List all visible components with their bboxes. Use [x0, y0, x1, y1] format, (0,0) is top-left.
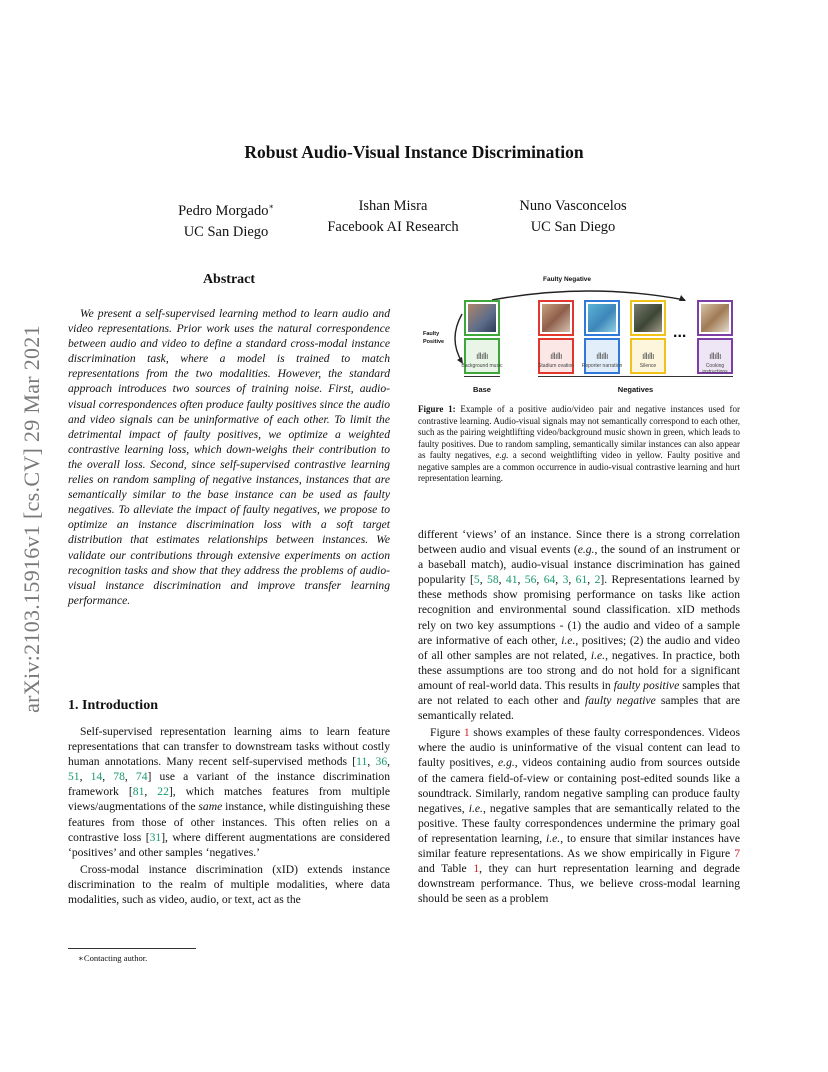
author-name: Pedro Morgado — [178, 202, 269, 219]
right-paragraph-2: Figure 1 shows examples of these faulty correspondences. Videos where the audio is uninformative of the visual content can lead to faulty positives, e.g., videos containing audio from sources outside of the camera field-of-view or containing post-edited sounds like a soundtrack. Similarly, random negative sampling can produce faulty negatives, i.e., negative samples that are semantically related to the positive. These faulty correspondences undermine the primary goal of representation learning, i.e., to ensure that similar instances have similar feature representations. As we show empirically in Figure 7 and Table 1, they can hurt representation learning and degrade downstream performance. Thus, we believe cross-modal learning should be seen as a problem — [418, 726, 740, 906]
citation-link[interactable]: 3 — [562, 573, 569, 587]
citation-link[interactable]: 61 — [575, 573, 588, 587]
negatives-bracket — [538, 376, 733, 377]
section-heading: 1. Introduction — [68, 698, 158, 713]
footnote: ∗Contacting author. — [78, 953, 148, 963]
citation-link[interactable]: 36 — [375, 755, 388, 769]
citation-link[interactable]: 5 — [473, 573, 480, 587]
video-thumbnail-neg-2 — [584, 300, 620, 336]
abstract-body — [68, 306, 390, 608]
author-3 — [473, 196, 673, 238]
author-mark: ∗ — [268, 202, 274, 211]
citation-link[interactable]: 81 — [132, 785, 145, 799]
intro-paragraph-1: Self-supervised representation learning aims to learn feature representations that can transfer to downstream tasks without costly human annotations. Many recent self-supervised methods [11, 36, 51, 14, 78, 74] use a variant of the instance discrimination framework [81, 22], which matches features from multiple views/augmentations of the same instance, while distinguishing these features from those of other instances. This often relies on a contrastive loss [31], where different augmentations are considered ‘positives’ and other samples ‘negatives.’ — [68, 725, 391, 859]
audio-tile-base: ıllıllı — [464, 338, 500, 374]
audio-tile-neg-2: ıllıllı — [584, 338, 620, 374]
author-affiliation: UC San Diego — [183, 223, 269, 240]
audio-tile-neg-3: ıllıllı — [630, 338, 666, 374]
citation-link[interactable]: 74 — [135, 770, 148, 784]
citation-link[interactable]: 2 — [594, 573, 601, 587]
intro-paragraph-2: Cross-modal instance discrimination (xID) extends instance discrimination to the realm of multiple modalities, where data modalities, such as video, audio, or text, act as the — [68, 862, 390, 907]
faulty-negative-label: Faulty Negative — [543, 276, 592, 283]
abstract-text: We present a self-supervised learning method to learn audio and video representations. Prior work uses the natural correspondence between audio and video to define a standard cross-modal instance discrimination task, where a model is trained to match representations from the two modalities. However, the standard approach introduces two sources of training noise. First, audio-visual correspondences often produce faulty positives since the audio and video signals can be uninformative of each other. To limit the detrimental impact of faulty positives, we optimize a weighted contrastive learning loss, which down-weighs their contribution to the overall loss. Second, since self-supervised contrastive learning relies on random sampling of negative instances, instances that are semantically similar to the base instance can be used as faulty negatives. To alleviate the impact of faulty negatives, we propose to optimize an instance discrimination loss with a soft target distribution that estimates relationships between instances. We validate our contributions through extensive experiments on action recognition tasks and show that they address the problems of audio-visual instance discrimination and improve transfer learning performance. — [68, 307, 390, 607]
audio-tile-neg-4: ıllıllı — [697, 338, 733, 374]
citation-link[interactable]: 11 — [356, 755, 368, 769]
video-thumbnail-neg-1 — [538, 300, 574, 336]
citation-link[interactable]: 64 — [543, 573, 556, 587]
citation-link[interactable]: 51 — [68, 770, 80, 784]
citation-link[interactable]: 41 — [505, 573, 518, 587]
footnote-rule — [68, 948, 196, 949]
author-name: Nuno Vasconcelos — [519, 198, 627, 214]
negatives-label: Negatives — [617, 385, 654, 394]
figure-1 — [418, 272, 740, 402]
video-thumbnail-neg-3 — [630, 300, 666, 336]
audio-tile-neg-1: ıllıllı — [538, 338, 574, 374]
base-bracket — [464, 376, 500, 377]
audio-label: Reporter narration — [581, 363, 623, 369]
faulty-positive-label: Faulty Positive — [423, 331, 445, 345]
figure-ref-link[interactable]: 1 — [463, 726, 470, 740]
author-affiliation: UC San Diego — [530, 219, 616, 235]
author-name: Ishan Misra — [358, 198, 428, 214]
video-thumbnail-base — [464, 300, 500, 336]
author-affiliation: Facebook AI Research — [327, 219, 459, 235]
right-column-body — [418, 527, 740, 906]
audio-label: Cooking instructions — [702, 363, 728, 375]
citation-link[interactable]: 78 — [113, 770, 125, 784]
arxiv-stamp: arXiv:2103.15916v1 [cs.CV] 29 Mar 2021 — [19, 325, 44, 713]
figure-ref-link[interactable]: 7 — [734, 846, 740, 860]
video-thumbnail-neg-4 — [697, 300, 733, 336]
author-2 — [293, 196, 493, 238]
citation-link[interactable]: 14 — [90, 770, 103, 784]
citation-link[interactable]: 22 — [157, 785, 169, 799]
audio-label: Background music — [461, 363, 503, 369]
figure-caption: Figure 1: Example of a positive audio/video pair and negative instances used for contrastive learning. Audio-visual signals may not semantically correspond to each other, such as the pairing weightlifting video/background music shown in green, which leads to faulty positives. Due to random sampling, semantically similar instances can also appear as faulty negatives, e.g. a second weightlifting video in yellow. Faulty positive and negative samples are a common occurrence in audio-visual contrastive learning and hurt representation learning. — [418, 404, 741, 483]
right-paragraph-1: different ‘views’ of an instance. Since there is a strong correlation between audio and visual events (e.g., the sound of an instrument or a baseball match), audio-visual instance discrimination has gained popularity [5, 58, 41, 56, 64, 3, 61, 2]. Representations learned by these methods show promising performance on tasks like action recognition and environmental sound classification. xID methods rely on two key assumptions - (1) the audio and video of a sample are informative of each other, i.e., positives; (2) the audio and video of all other samples are not related, i.e., negatives. In practice, both these assumptions are too strong and do not hold for a significant amount of real-world data. This results in faulty positive samples that are not related to each other and faulty negative samples that are semantically related. — [418, 528, 741, 723]
caption-label: Figure 1: — [418, 404, 456, 414]
abstract-heading: Abstract — [202, 272, 256, 287]
audio-label: Stadium ovation — [538, 363, 574, 369]
base-label: Base — [473, 385, 491, 394]
citation-link[interactable]: 58 — [487, 573, 499, 587]
citation-link[interactable]: 31 — [149, 830, 162, 844]
audio-label: Silence — [639, 363, 657, 369]
table-ref-link[interactable]: 1 — [473, 862, 480, 876]
ellipsis: ... — [673, 324, 687, 341]
paper-title: Robust Audio-Visual Instance Discrimination — [244, 142, 584, 162]
citation-link[interactable]: 56 — [524, 573, 537, 587]
intro-body — [68, 724, 390, 907]
faulty-positive-arrow — [448, 312, 464, 366]
